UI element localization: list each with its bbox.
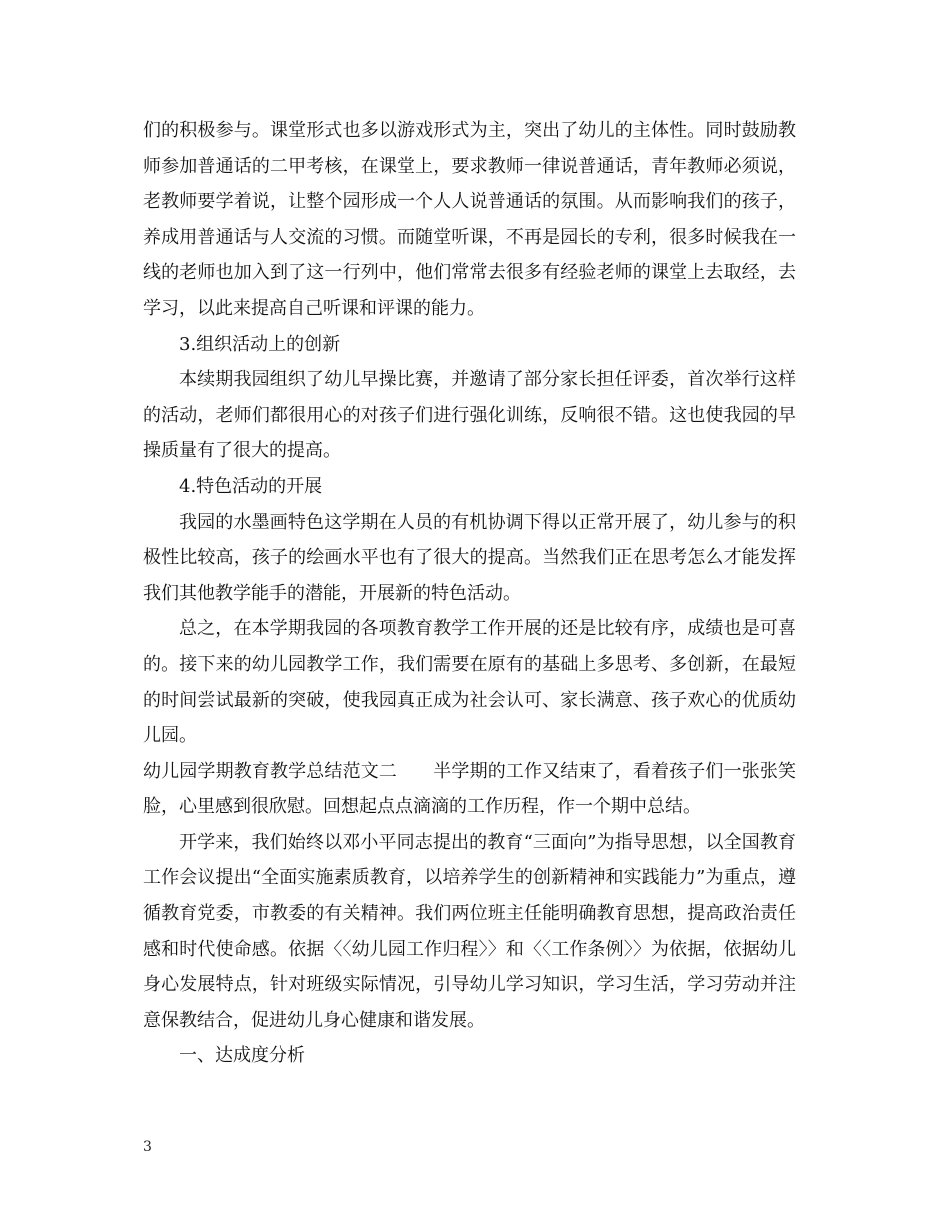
body-paragraph: 总之，在本学期我园的各项教育教学工作开展的还是比较有序，成绩也是可喜的。接下来的幼儿园教学工作，我们需要在原有的基础上多思考、多创新，在最短的时间尝试最新的突破，使我园真正成为社会认可、家长满意、孩子欢心的优质幼儿园。 (143, 618, 796, 747)
page-number: 3 (143, 1139, 152, 1155)
section-heading: 3.组织活动上的创新 (179, 333, 341, 355)
article-title-paragraph: 幼儿园学期教育教学总结范文二 半学期的工作又结束了，看着孩子们一张张笑脸，心里感到很欣慰。回想起点点滴滴的工作历程，作一个期中总结。 (143, 760, 796, 818)
section-heading: 一、达成度分析 (179, 1045, 305, 1067)
section-heading: 4.特色活动的开展 (179, 475, 323, 497)
body-paragraph: 本续期我园组织了幼儿早操比赛，并邀请了部分家长担任评委，首次举行这样的活动，老师们都很用心的对孩子们进行强化训练，反响很不错。这也使我园的早操质量有了很大的提高。 (143, 369, 796, 462)
body-paragraph: 我园的水墨画特色这学期在人员的有机协调下得以正常开展了，幼儿参与的积极性比较高，孩子的绘画水平也有了很大的提高。当然我们正在思考怎么才能发挥我们其他教学能手的潜能，开展新的特色活动。 (143, 511, 796, 604)
body-paragraph: 们的积极参与。课堂形式也多以游戏形式为主，突出了幼儿的主体性。同时鼓励教师参加普通话的二甲考核，在课堂上，要求教师一律说普通话，青年教师必须说，老教师要学着说，让整个园形成一个人人说普通话的氛围。从而影响我们的孩子，养成用普通话与人交流的习惯。而随堂听课，不再是园长的专利，很多时候我在一线的老师也加入到了这一行列中，他们常常去很多有经验老师的课堂上去取经，去学习，以此来提高自己听课和评课的能力。 (143, 120, 796, 319)
body-paragraph: 开学来，我们始终以邓小平同志提出的教育“三面向”为指导思想，以全国教育工作会议提出“全面实施素质教育，以培养学生的创新精神和实践能力”为重点，遵循教育党委，市教委的有关精神。我们两位班主任能明确教育思想，提高政治责任感和时代使命感。依据〈〈幼儿园工作归程〉〉和〈〈工作条例〉〉为依据，依据幼儿身心发展特点，针对班级实际情况，引导幼儿学习知识，学习生活，学习劳动并注意保教结合，促进幼儿身心健康和谐发展。 (143, 831, 796, 1031)
document-body (143, 113, 796, 1074)
